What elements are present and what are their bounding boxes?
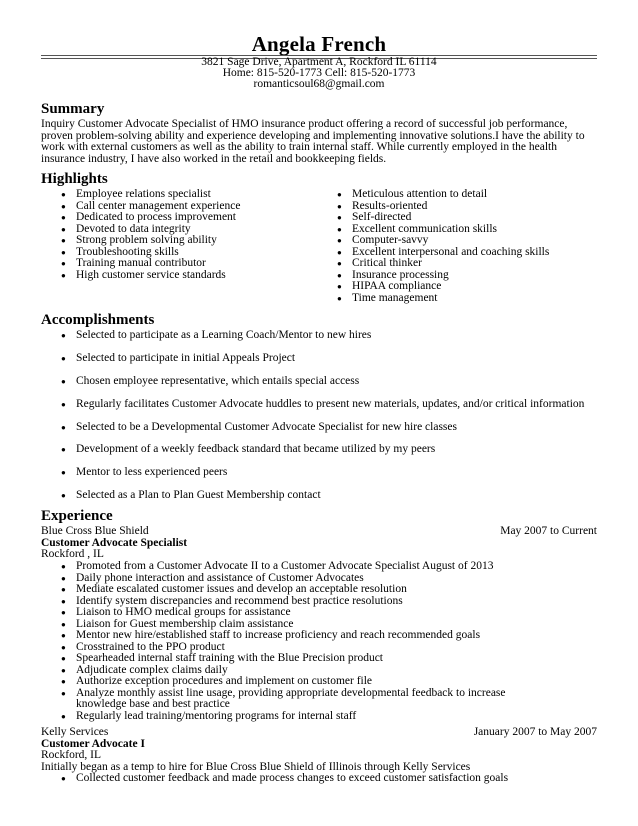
list-item: ● Time management	[317, 293, 549, 305]
accomplishments-list	[41, 330, 584, 513]
contact-address: 3821 Sage Drive, Apartment A, Rockford IL 61114	[201, 56, 437, 68]
summary-line: proven problem-solving ability and experience developing and implementing innovative solutions.I have the ability to	[41, 129, 585, 142]
list-item: ● Liaison to HMO medical groups for assistance	[41, 607, 601, 619]
list-item: ● Critical thinker	[317, 258, 549, 270]
job-dates: May 2007 to Current	[500, 525, 597, 537]
job-title: Customer Advocate I	[41, 738, 145, 750]
list-item: ● Liaison for Guest membership claim assistance	[41, 619, 601, 631]
list-item: ● Excellent interpersonal and coaching skills	[317, 247, 549, 259]
summary-line: work with external customers as well as the ability to train internal staff. While currently employed in the health	[41, 141, 557, 153]
summary-text	[41, 119, 601, 165]
accomplishments-heading: Accomplishments	[41, 312, 155, 328]
list-item: ● Self-directed	[317, 212, 549, 224]
job-intro: Initially began as a temp to hire for Blue Cross Blue Shield of Illinois through Kelly Services	[41, 761, 471, 773]
summary-line: Inquiry Customer Advocate Specialist of HMO insurance product offering a record of successful job performance,	[41, 118, 568, 130]
list-item: ● Promoted from a Customer Advocate II to a Customer Advocate Specialist August of 2013	[41, 561, 601, 573]
job-company: Blue Cross Blue Shield	[41, 525, 149, 537]
highlights-heading: Highlights	[41, 171, 108, 187]
experience-heading: Experience	[41, 508, 113, 524]
job-duties-list	[41, 561, 601, 722]
job-company: Kelly Services	[41, 726, 109, 738]
summary-heading: Summary	[41, 101, 105, 117]
job-title: Customer Advocate Specialist	[41, 537, 188, 549]
list-item: ● Call center management experience	[41, 201, 240, 213]
list-item: ● Results-oriented	[317, 201, 549, 213]
job-location: Rockford , IL	[41, 548, 104, 560]
list-item: ● Development of a weekly feedback standard that became utilized by my peers	[41, 444, 584, 456]
contact-email: romanticsoul68@gmail.com	[253, 78, 385, 90]
list-item: ● Crosstrained to the PPO product	[41, 642, 601, 654]
list-item: ● Computer-savvy	[317, 235, 549, 247]
list-item: ● Selected to participate as a Learning Coach/Mentor to new hires	[41, 330, 584, 342]
job-duties-list	[41, 773, 601, 785]
highlights-left-list	[41, 189, 240, 281]
candidate-name: Angela French	[251, 32, 387, 56]
highlights-right-list	[317, 189, 549, 304]
list-item: ● Regularly facilitates Customer Advocate huddles to present new materials, updates, and/or critical information	[41, 399, 584, 411]
list-item: ● Strong problem solving ability	[41, 235, 240, 247]
list-item: ● Mediate escalated customer issues and develop an acceptable resolution	[41, 584, 601, 596]
list-item: ● Devoted to data integrity	[41, 224, 240, 236]
list-item: ● Mentor to less experienced peers	[41, 467, 584, 479]
list-item: ● Regularly lead training/mentoring programs for internal staff	[41, 711, 601, 723]
list-item: ● High customer service standards	[41, 270, 240, 282]
list-item: ● Employee relations specialist	[41, 189, 240, 201]
list-item: ● Daily phone interaction and assistance of Customer Advocates	[41, 573, 601, 585]
job-dates: January 2007 to May 2007	[473, 726, 597, 738]
list-item: ● Adjudicate complex claims daily	[41, 665, 601, 677]
list-item: ● Authorize exception procedures and implement on customer file	[41, 676, 601, 688]
list-item: ● Analyze monthly assist line usage, providing appropriate developmental feedback to increase knowledge base and best practice	[41, 688, 551, 711]
list-item: ● Training manual contributor	[41, 258, 240, 270]
contact-phones: Home: 815-520-1773 Cell: 815-520-1773	[222, 67, 416, 79]
list-item: ● Dedicated to process improvement	[41, 212, 240, 224]
list-item: ● Insurance processing	[317, 270, 549, 282]
list-item: ● Selected as a Plan to Plan Guest Membership contact	[41, 490, 584, 502]
list-item: ● Identify system discrepancies and recommend best practice resolutions	[41, 596, 601, 608]
list-item: ● Chosen employee representative, which entails special access	[41, 376, 584, 388]
summary-line: insurance industry, I have also worked in the retail and bookkeeping fields.	[41, 152, 387, 165]
list-item: ● Mentor new hire/established staff to increase proficiency and reach recommended goals	[41, 630, 601, 642]
list-item: ● Selected to participate in initial Appeals Project	[41, 353, 584, 365]
list-item: ● Troubleshooting skills	[41, 247, 240, 259]
list-item: ● Selected to be a Developmental Customer Advocate Specialist for new hire classes	[41, 422, 584, 434]
list-item: ● Meticulous attention to detail	[317, 189, 549, 201]
list-item: ● Excellent communication skills	[317, 224, 549, 236]
job-location: Rockford, IL	[41, 749, 102, 761]
list-item: ● Spearheaded internal staff training with the Blue Precision product	[41, 653, 601, 665]
list-item: ● HIPAA compliance	[317, 281, 549, 293]
list-item: ● Collected customer feedback and made process changes to exceed customer satisfaction goals	[41, 773, 601, 785]
